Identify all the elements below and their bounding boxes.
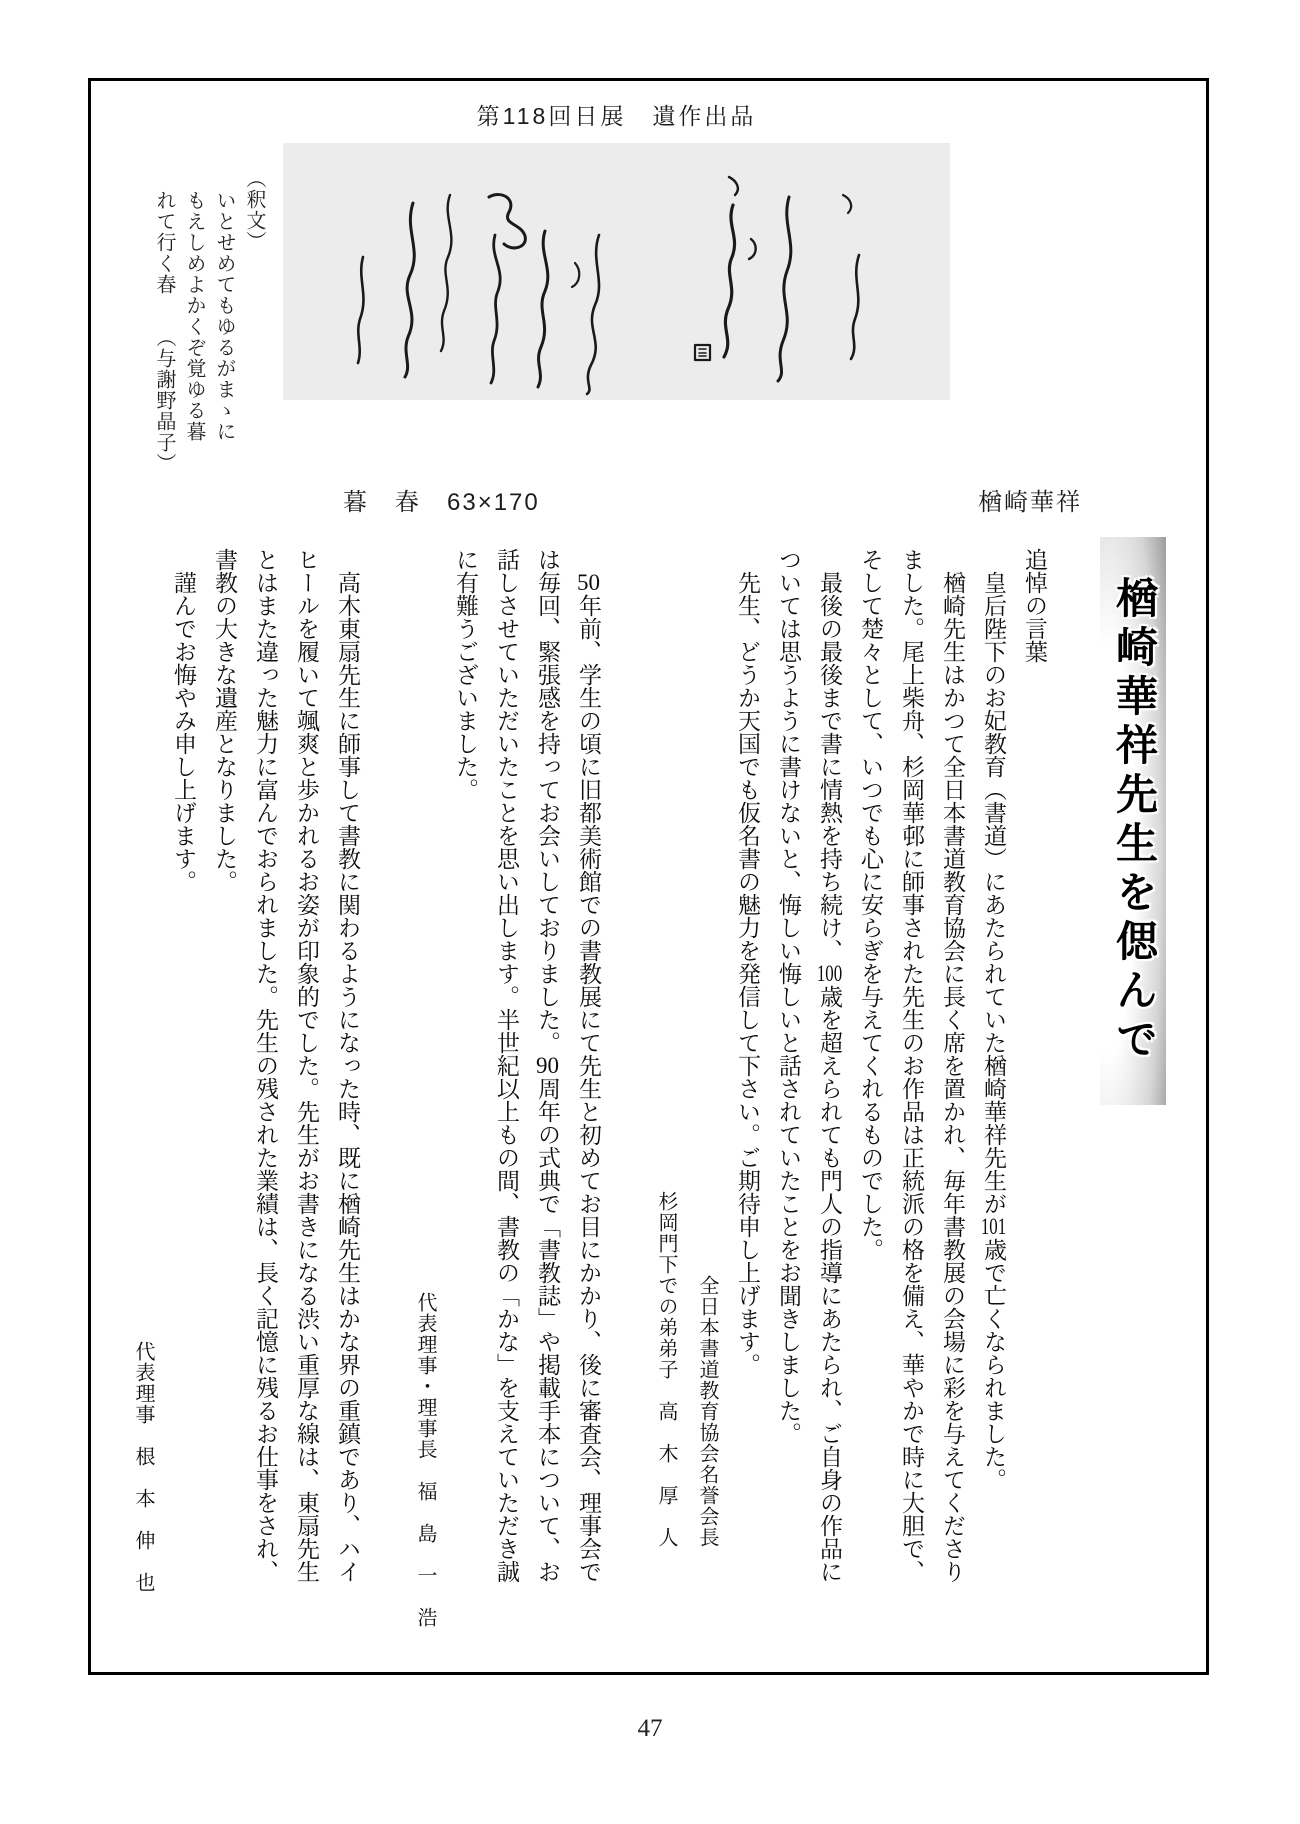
- signature-name: 代表理事・理事長 福 島 一 浩: [414, 1292, 436, 1628]
- shakubun-line: いとせめてもゆるがまゝに: [213, 190, 235, 442]
- page-number: 47: [637, 1715, 663, 1742]
- signature-name: 杉岡門下での弟弟子 高 木 厚 人: [655, 1191, 677, 1548]
- calligraphy-left-group: [358, 195, 599, 394]
- tribute-section-takagi: [645, 548, 1014, 1593]
- article-body: [95, 548, 1055, 1628]
- tribute-section-nemoto: [122, 548, 368, 1593]
- article-title: 楢崎華祥先生を偲んで: [1110, 576, 1156, 1066]
- tribute-paragraph: 楢崎先生はかつて全日本書道教育協会に長く席を置かれ、毎年書教展の会場に彩を与えてくださりました。尾上柴舟、杉岡華邨に師事された先生のお作品は正統派の格を備え、華やかで時に大胆で、そして楚々として、いつでも心に安らぎを与えてくれるものでした。: [858, 548, 965, 1583]
- article-title-plaque: [1100, 537, 1166, 1105]
- artwork-title: 暮 春: [343, 489, 421, 516]
- calligraphy-right-group: [724, 177, 859, 381]
- artwork-size: 63×170: [447, 489, 540, 516]
- calligraphy-artwork-panel: [283, 143, 950, 400]
- tribute-paragraph: 高木東扇先生に師事して書教に関わるようになった時、既に楢崎先生はかな界の重鎮であり、ハイヒールを履いて颯爽と歩かれるお姿が印象的でした。先生がお書きになる渋い重厚な線は、東扇先生とはまた違った魅力に富んでおられました。先生の残された業績は、長く記憶に残るお仕事をされ、書教の大きな遺産となりました。: [212, 548, 360, 1583]
- shakubun-label: （釈文）: [243, 168, 265, 252]
- tribute-paragraph: 最後の最後まで書に情熱を持ち続け、100歳を超えられても門人の指導にあたられ、ご自身の作品については思うように書けないと、悔しい悔しいと話されていたことをお聞きしました。: [776, 548, 843, 1583]
- calligraphy-image: [283, 143, 950, 400]
- seal-stamp-icon: [695, 345, 710, 360]
- tribute-paragraph: 皇后陛下のお妃教育（書道）にあたられていた楢崎華祥先生が101歳で亡くなられました。: [980, 571, 1007, 1491]
- tribute-paragraph: 50年前、学生の頃に旧都美術館での書教展にて先生と初めてお目にかかり、後に審査会、理事会では毎回、緊張感を持ってお会いしておりました。90周年の式典で「書教誌」や掲載手本について、お話しさせていただいたことを思い出します。半世紀以上もの間、書教の「かな」を支えていただき誠に有難うございました。: [453, 548, 601, 1583]
- article-heading: 追悼の言葉: [1022, 548, 1047, 663]
- exhibition-header: 第118回日展 遺作出品: [476, 103, 757, 129]
- tribute-section-fukushima: [404, 548, 609, 1628]
- shakubun-transcription: [145, 168, 269, 498]
- artwork-title-and-size: [343, 482, 540, 517]
- shakubun-line: もえしめよかくぞ覚ゆる暮: [183, 190, 205, 442]
- signature-name: 代表理事 根 本 伸 也: [132, 1341, 154, 1593]
- shakubun-line: れて行く春 （与謝野晶子）: [153, 190, 175, 474]
- tribute-paragraph: 先生、どうか天国でも仮名書の魅力を発信して下さい。ご期待申し上げます。: [735, 571, 760, 1376]
- signature-title: 全日本書道教育協会名誉会長: [696, 1275, 718, 1548]
- artist-name: 楢崎華祥: [978, 489, 1082, 516]
- tribute-paragraph: 謹んでお悔やみ申し上げます。: [171, 571, 196, 893]
